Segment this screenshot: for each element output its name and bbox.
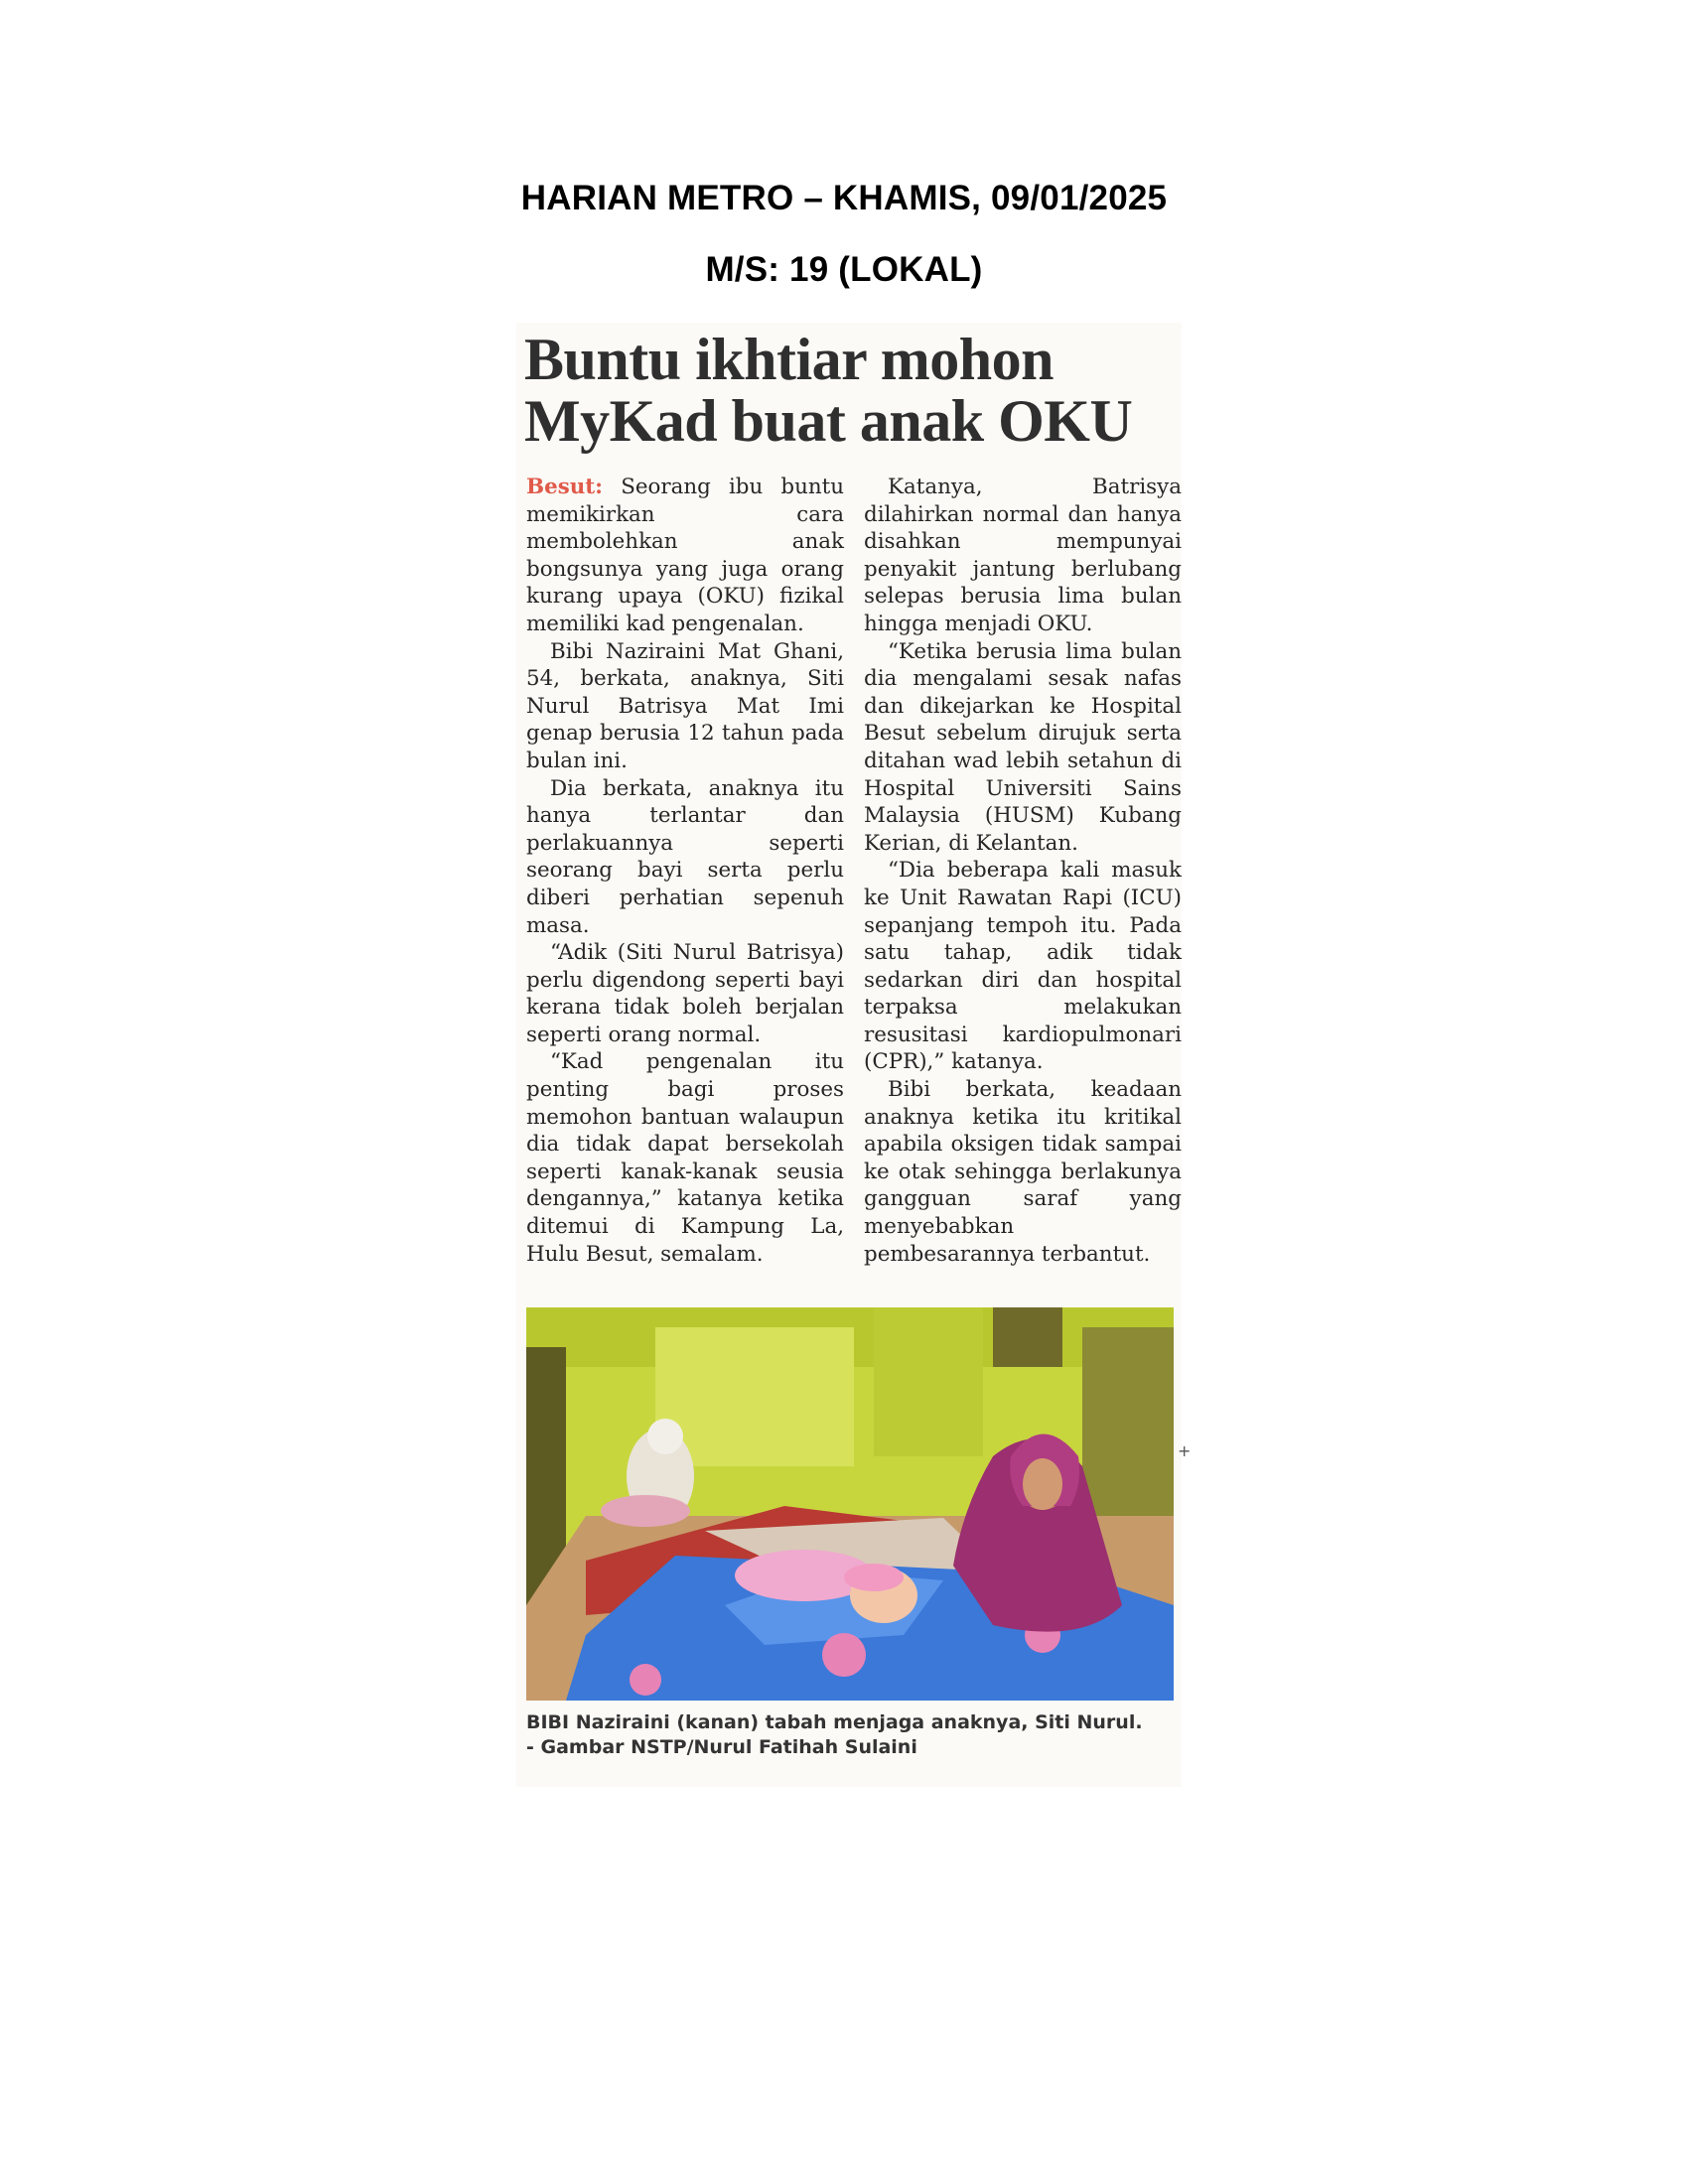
photo-illustration	[526, 1307, 1174, 1701]
article-column-right	[864, 474, 1182, 1268]
paragraph: Bibi berkata, keadaan anaknya ketika itu kritikal apabila oksigen tidak sampai ke otak sehingga berlakunya gangguan saraf yang menyebabkan pembesarannya terbantut.	[864, 1077, 1182, 1267]
article-column-left	[526, 474, 844, 1268]
paragraph: “Ketika berusia lima bulan dia mengalami sesak nafas dan dikejarkan ke Hospital Besut sebelum dirujuk serta ditahan wad lebih setahun di Hospital Universiti Sains Malaysia (HUSM) Kubang Kerian, di Kelantan.	[864, 638, 1182, 856]
paragraph	[526, 474, 844, 638]
paragraph-text: Seorang ibu buntu memikirkan cara membolehkan anak bongsunya yang juga orang kurang upaya (OKU) fizikal memiliki kad pengenalan.	[526, 475, 844, 636]
dateline: Besut:	[526, 475, 604, 499]
newspaper-clipping	[516, 323, 1182, 1787]
photo-caption	[526, 1710, 1172, 1760]
paragraph: Bibi Naziraini Mat Ghani, 54, berkata, anaknya, Siti Nurul Batrisya Mat Imi genap berusia 12 tahun pada bulan ini.	[526, 638, 844, 773]
source-header: HARIAN METRO – KHAMIS, 09/01/2025	[520, 179, 1168, 217]
headline-line-2: MyKad buat anak OKU	[524, 388, 1133, 454]
paragraph: “Kad pengenalan itu penting bagi proses memohon bantuan walaupun dia tidak dapat bersekolah seperti kanak-kanak seusia dengannya,” katanya ketika ditemui di Kampung La, Hulu Besut, semalam.	[526, 1049, 844, 1267]
paragraph: “Dia beberapa kali masuk ke Unit Rawatan Rapi (ICU) sepanjang tempoh itu. Pada satu tahap, adik tidak sedarkan diri dan hospital terpaksa melakukan resusitasi kardiopulmonari (CPR),” katanya.	[864, 858, 1182, 1075]
crop-mark: +	[1178, 1441, 1192, 1460]
article-headline	[524, 329, 1180, 452]
paragraph: Katanya, Batrisya dilahirkan normal dan hanya disahkan mempunyai penyakit jantung berlubang selepas berusia lima bulan hingga menjadi OKU.	[864, 475, 1182, 636]
headline-line-1: Buntu ikhtiar mohon	[524, 327, 1054, 392]
caption-line-1: BIBI Naziraini (kanan) tabah menjaga anaknya, Siti Nurul.	[526, 1711, 1143, 1733]
paragraph: “Adik (Siti Nurul Batrisya) perlu digendong seperti bayi kerana tidak boleh berjalan seperti orang normal.	[526, 940, 844, 1047]
caption-line-2: - Gambar NSTP/Nurul Fatihah Sulaini	[526, 1736, 917, 1758]
article-photo	[526, 1307, 1174, 1701]
page-section-header: M/S: 19 (LOKAL)	[705, 250, 983, 289]
paragraph: Dia berkata, anaknya itu hanya terlantar dan perlakuannya seperti seorang bayi serta perlu diberi perhatian sepenuh masa.	[526, 775, 844, 938]
